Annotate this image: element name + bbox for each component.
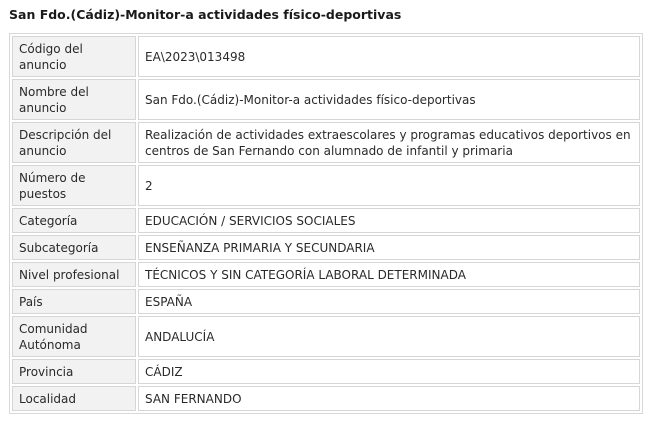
row-label: Provincia (12, 359, 136, 384)
table-row-subcategoria (12, 235, 640, 260)
table-row-localidad (12, 386, 640, 411)
row-value: EDUCACIÓN / SERVICIOS SOCIALES (138, 208, 640, 233)
row-value: SAN FERNANDO (138, 386, 640, 411)
row-label: Categoría (12, 208, 136, 233)
row-value: 2 (138, 165, 640, 206)
table-row-numero-puestos (12, 165, 640, 206)
page-title: San Fdo.(Cádiz)-Monitor-a actividades físico-deportivas (9, 7, 402, 22)
table-row-provincia (12, 359, 640, 384)
table-row-comunidad-autonoma (12, 316, 640, 357)
row-value: EA\2023\013498 (138, 36, 640, 77)
row-value: Realización de actividades extraescolares y programas educativos deportivos en centros de San Fernando con alumnado de infantil y primaria (138, 122, 640, 163)
row-value: ESPAÑA (138, 289, 640, 314)
table-row-categoria (12, 208, 640, 233)
row-label: País (12, 289, 136, 314)
row-label: Nombre del anuncio (12, 79, 136, 120)
table-row-nivel-profesional (12, 262, 640, 287)
table-row-nombre (12, 79, 640, 120)
row-label: Número de puestos (12, 165, 136, 206)
table-row-descripcion (12, 122, 640, 163)
job-details-table (9, 33, 643, 414)
row-value: ENSEÑANZA PRIMARIA Y SECUNDARIA (138, 235, 640, 260)
table-row-pais (12, 289, 640, 314)
row-value: TÉCNICOS Y SIN CATEGORÍA LABORAL DETERMINADA (138, 262, 640, 287)
row-label: Descripción del anuncio (12, 122, 136, 163)
row-label: Localidad (12, 386, 136, 411)
row-value: CÁDIZ (138, 359, 640, 384)
row-label: Comunidad Autónoma (12, 316, 136, 357)
table-row-codigo (12, 36, 640, 77)
row-value: ANDALUCÍA (138, 316, 640, 357)
row-value: San Fdo.(Cádiz)-Monitor-a actividades físico-deportivas (138, 79, 640, 120)
row-label: Código del anuncio (12, 36, 136, 77)
row-label: Nivel profesional (12, 262, 136, 287)
row-label: Subcategoría (12, 235, 136, 260)
